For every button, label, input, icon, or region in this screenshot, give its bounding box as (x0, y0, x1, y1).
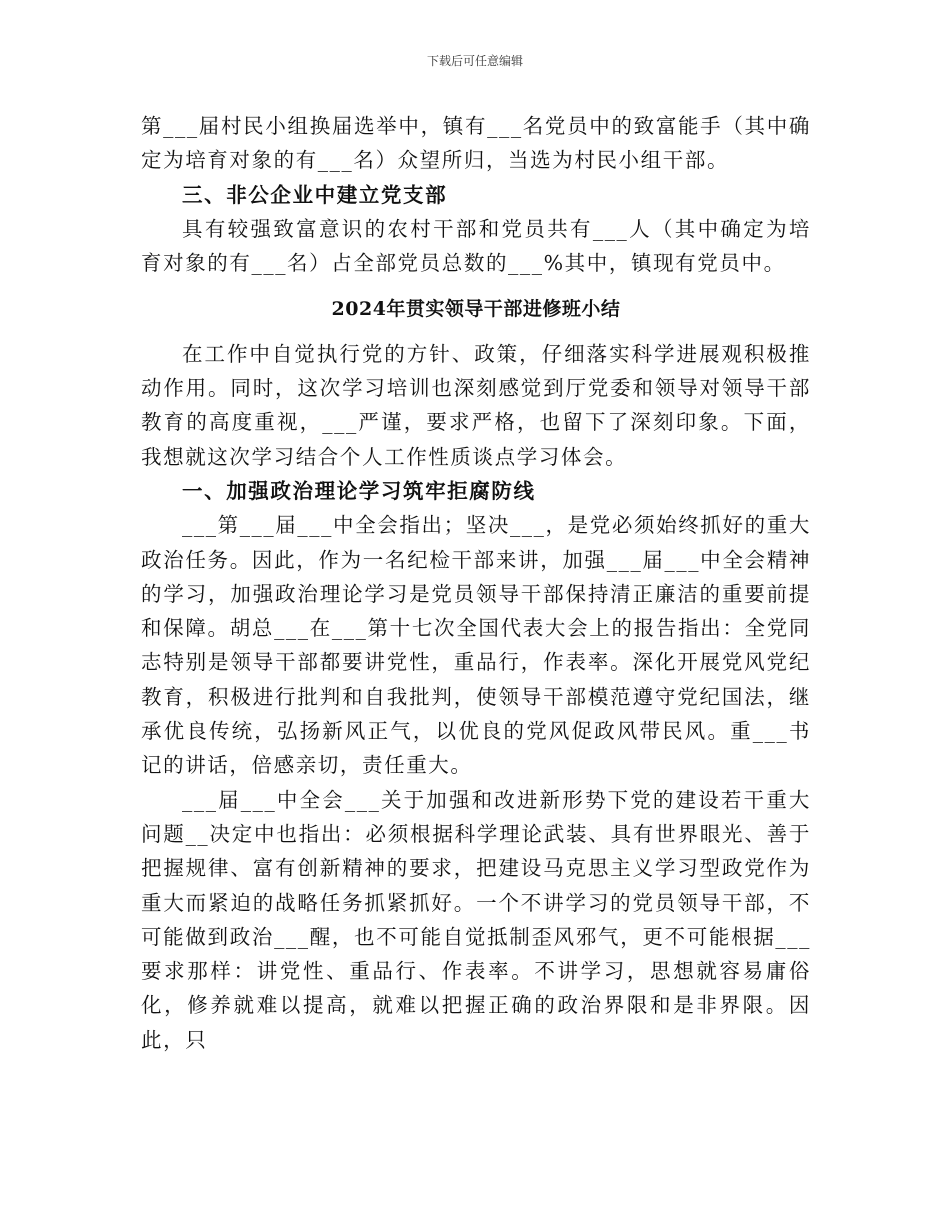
page-header: 下载后可任意编辑 (426, 54, 523, 68)
paragraph-3: 在工作中自觉执行党的方针、政策，仔细落实科学进展观积极推动作用。同时，这次学习培训也深刻感觉到厅党委和领导对领导干部教育的高度重视，___严谨，要求严格，也留下了深刻印象。下面，我想就这次学习结合个人工作性质谈点学习体会。 (141, 341, 811, 469)
paragraph-5: ___届___中全会___关于加强和改进新形势下党的建设若干重大问题__决定中也指出：必须根据科学理论武装、具有世界眼光、善于把握规律、富有创新精神的要求，把建设马克思主义学习型政党作为重大而紧迫的战略任务抓紧抓好。一个不讲学习的党员领导干部，不可能做到政治___醒，也不可能自觉抵制歪风邪气，更不可能根据___要求那样：讲党性、重品行、作表率。不讲学习，思想就容易庸俗化，修养就难以提高，就难以把握正确的政治界限和是非界限。因此，只 (141, 787, 811, 1052)
document-title: 2024年贯实领导干部进修班小结 (331, 298, 621, 321)
paragraph-1: 第___届村民小组换届选举中，镇有___名党员中的致富能手（其中确定为培育对象的有___名）众望所归，当选为村民小组干部。 (141, 114, 811, 173)
document-body (141, 109, 811, 1057)
section-heading-3: 三、非公企业中建立党支部 (182, 182, 448, 207)
paragraph-2: 具有较强致富意识的农村干部和党员共有___人（其中确定为培育对象的有___名）占全部党员总数的___%其中，镇现有党员中。 (141, 216, 811, 276)
section-heading-1: 一、加强政治理论学习筑牢拒腐防线 (182, 478, 536, 503)
paragraph-4: ___第___届___中全会指出；坚决___，是党必须始终抓好的重大政治任务。因此，作为一名纪检干部来讲，加强___届___中全会精神的学习，加强政治理论学习是党员领导干部保持清正廉洁的重要前提和保障。胡总___在___第十七次全国代表大会上的报告指出：全党同志特别是领导干部都要讲党性，重品行，作表率。深化开展党风党纪教育，积极进行批判和自我批判，使领导干部模范遵守党纪国法，继承优良传统，弘扬新风正气，以优良的党风促政风带民风。重___书记的讲话，倍感亲切，责任重大。 (141, 513, 811, 778)
